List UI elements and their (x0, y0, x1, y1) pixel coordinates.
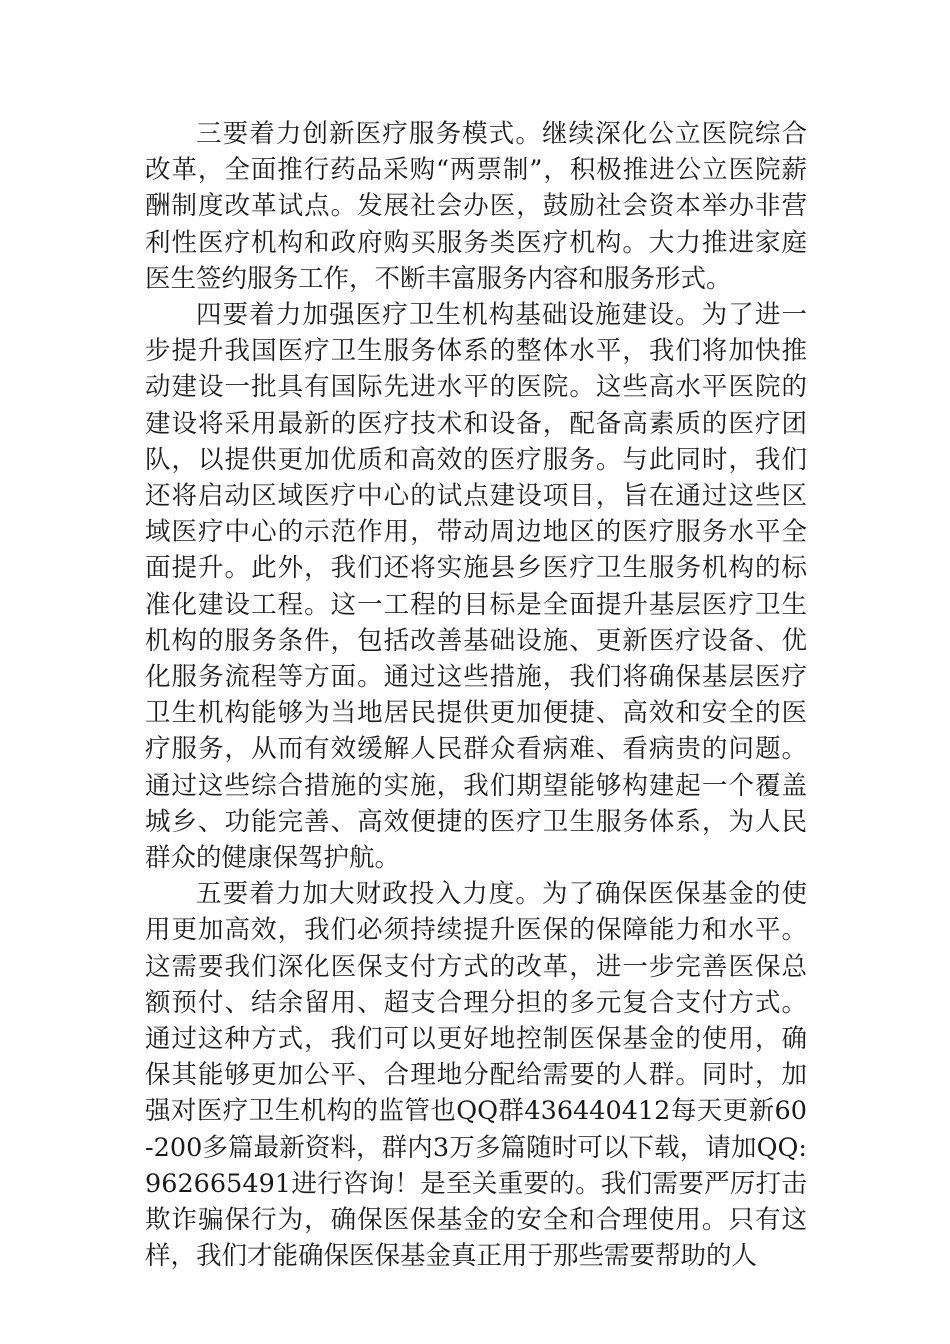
paragraph-fiscal-investment: 五要着力加大财政投入力度。为了确保医保基金的使用更加高效，我们必须持续提升医保的保障能力和水平。这需要我们深化医保支付方式的改革，进一步完善医保总额预付、结余留用、超支合理分担的多元复合支付方式。通过这种方式，我们可以更好地控制医保基金的使用，确保其能够更加公平、合理地分配给需要的人群。同时，加强对医疗卫生机构的监管也QQ群436440412每天更新60-200多篇最新资料，群内3万多篇随时可以下载，请加QQ:962665491进行咨询！是至关重要的。我们需要严厉打击欺诈骗保行为，确保医保基金的安全和合理使用。只有这样，我们才能确保医保基金真正用于那些需要帮助的人 (145, 879, 807, 1272)
paragraph-service-model: 三要着力创新医疗服务模式。继续深化公立医院综合改革，全面推行药品采购“两票制”，积极推进公立医院薪酬制度改革试点。发展社会办医，鼓励社会资本举办非营利性医疗机构和政府购买服务类医疗机构。大力推进家庭医生签约服务工作，不断丰富服务内容和服务形式。 (145, 119, 807, 294)
paragraph-infrastructure: 四要着力加强医疗卫生机构基础设施建设。为了进一步提升我国医疗卫生服务体系的整体水平，我们将加快推动建设一批具有国际先进水平的医院。这些高水平医院的建设将采用最新的医疗技术和设备，配备高素质的医疗团队，以提供更加优质和高效的医疗服务。与此同时，我们还将启动区域医疗中心的试点建设项目，旨在通过这些区域医疗中心的示范作用，带动周边地区的医疗服务水平全面提升。此外，我们还将实施县乡医疗卫生服务机构的标准化建设工程。这一工程的目标是全面提升基层医疗卫生机构的服务条件，包括改善基础设施、更新医疗设备、优化服务流程等方面。通过这些措施，我们将确保基层医疗卫生机构能够为当地居民提供更加便捷、高效和安全的医疗服务，从而有效缓解人民群众看病难、看病贵的问题。通过这些综合措施的实施，我们期望能够构建起一个覆盖城乡、功能完善、高效便捷的医疗卫生服务体系，为人民群众的健康保驾护航。 (145, 300, 807, 874)
document-body (145, 116, 807, 1275)
